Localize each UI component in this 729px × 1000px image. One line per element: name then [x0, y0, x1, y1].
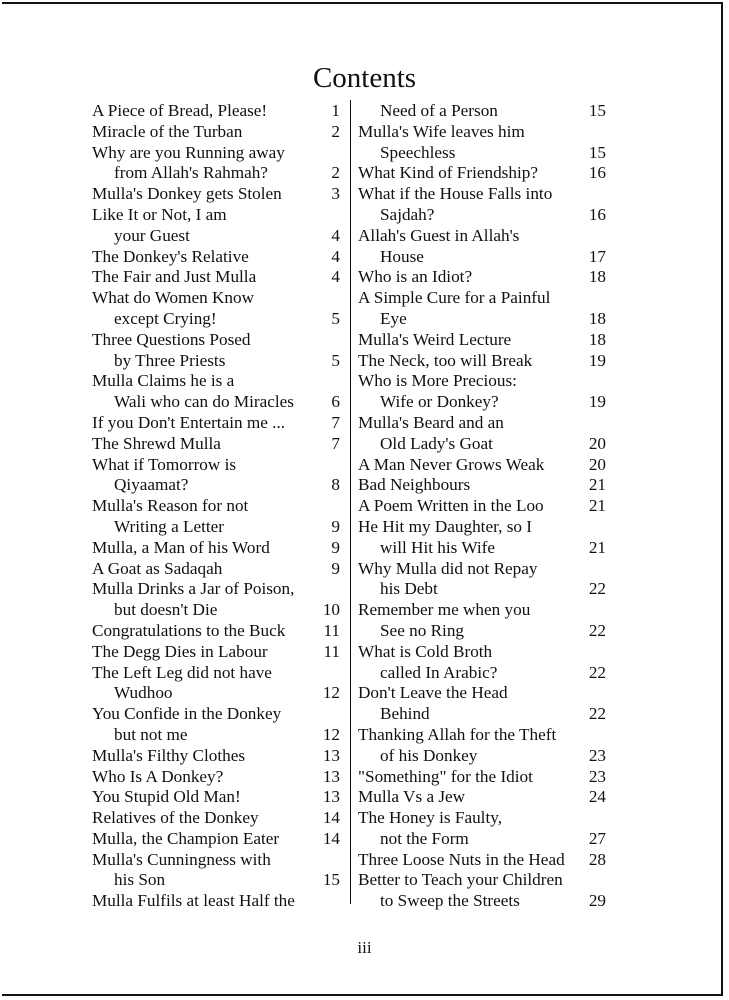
toc-entry [358, 101, 608, 122]
toc-entry [358, 787, 608, 808]
toc-entry-page: 13 [322, 745, 340, 765]
toc-entry-page: 20 [588, 433, 606, 453]
toc-entry-title: The Degg Dies in Labour [92, 641, 268, 661]
toc-entry [92, 538, 342, 559]
toc-entry-title: Why Mulla did not Repay [358, 558, 538, 578]
toc-entry-title: except Crying! [114, 308, 217, 328]
toc-entry [92, 122, 342, 143]
toc-entry-title: Mulla's Reason for not [92, 496, 249, 516]
toc-entry-page: 19 [588, 350, 606, 370]
toc-entry-title: not the Form [380, 828, 469, 848]
toc-entry [358, 663, 608, 684]
toc-entry-title: your Guest [114, 225, 190, 245]
toc-entry [92, 579, 342, 600]
toc-entry [92, 247, 342, 268]
toc-entry-title: What Kind of Friendship? [358, 163, 538, 183]
toc-entry [358, 579, 608, 600]
toc-entry-title: Miracle of the Turban [92, 121, 243, 141]
toc-entry [92, 475, 342, 496]
toc-entry-title: Mulla Vs a Jew [358, 787, 466, 807]
toc-entry-title: but doesn't Die [114, 600, 218, 620]
toc-entry [92, 143, 342, 164]
toc-entry-page: 5 [331, 308, 340, 328]
toc-entry-title: Don't Leave the Head [358, 683, 508, 703]
toc-right-column [358, 101, 608, 912]
toc-entry-title: from Allah's Rahmah? [114, 163, 268, 183]
toc-entry-page: 15 [322, 870, 340, 890]
toc-entry-title: Allah's Guest in Allah's [358, 225, 520, 245]
toc-entry-page: 9 [331, 537, 340, 557]
toc-entry-page: 17 [588, 246, 606, 266]
toc-entry [358, 725, 608, 746]
toc-entry [92, 413, 342, 434]
toc-entry-page: 7 [331, 412, 340, 432]
toc-entry [358, 600, 608, 621]
toc-entry [92, 288, 342, 309]
toc-entry-title: Mulla's Beard and an [358, 412, 504, 432]
toc-entry [358, 163, 608, 184]
toc-entry-page: 16 [588, 163, 606, 183]
toc-entry-title: The Shrewd Mulla [92, 433, 221, 453]
toc-entry-title: Need of a Person [380, 101, 498, 120]
toc-entry-title: Mulla's Wife leaves him [358, 121, 525, 141]
toc-entry [92, 891, 342, 912]
toc-entry-title: The Fair and Just Mulla [92, 267, 257, 287]
toc-entry-title: You Stupid Old Man! [92, 787, 241, 807]
toc-entry-title: Mulla Drinks a Jar of Poison, [92, 579, 295, 599]
toc-entry [92, 226, 342, 247]
toc-entry-title: The Left Leg did not have [92, 662, 272, 682]
toc-entry-title: Who is an Idiot? [358, 267, 473, 287]
toc-entry-title: The Neck, too will Break [358, 350, 533, 370]
toc-entry-page: 18 [588, 267, 606, 287]
toc-entry [358, 496, 608, 517]
toc-entry [92, 371, 342, 392]
toc-entry-page: 8 [331, 475, 340, 495]
toc-entry [358, 413, 608, 434]
toc-entry [358, 808, 608, 829]
toc-entry [358, 891, 608, 912]
toc-entry [358, 267, 608, 288]
toc-entry [92, 850, 342, 871]
toc-entry-title: "Something" for the Idiot [358, 766, 533, 786]
toc-entry-page: 20 [588, 454, 606, 474]
toc-entry-page: 18 [588, 329, 606, 349]
toc-entry [92, 184, 342, 205]
toc-entry-page: 22 [588, 620, 606, 640]
toc-entry-title: Who is More Precious: [358, 371, 517, 391]
toc-entry [92, 642, 342, 663]
column-divider [350, 100, 351, 904]
toc-entry-title: What do Women Know [92, 288, 255, 308]
toc-entry-title: Old Lady's Goat [380, 433, 493, 453]
toc-entry [92, 101, 342, 122]
toc-entry-title: Mulla's Weird Lecture [358, 329, 512, 349]
toc-entry-page: 7 [331, 433, 340, 453]
toc-entry-page: 6 [331, 392, 340, 412]
toc-entry [358, 559, 608, 580]
toc-entry [92, 205, 342, 226]
toc-entry-title: Congratulations to the Buck [92, 620, 286, 640]
toc-entry-page: 4 [331, 225, 340, 245]
toc-entry-title: to Sweep the Streets [380, 891, 520, 911]
toc-entry-title: called In Arabic? [380, 662, 498, 682]
toc-entry-title: Speechless [380, 142, 456, 162]
toc-entry-title: He Hit my Daughter, so I [358, 516, 533, 536]
toc-entry [92, 496, 342, 517]
toc-entry-title: Who Is A Donkey? [92, 766, 224, 786]
toc-entry-title: Thanking Allah for the Theft [358, 724, 557, 744]
toc-entry [92, 351, 342, 372]
toc-entry [358, 850, 608, 871]
toc-entry-title: Wudhoo [114, 683, 173, 703]
toc-entry-title: Sajdah? [380, 204, 435, 224]
toc-entry [92, 163, 342, 184]
toc-entry [92, 808, 342, 829]
toc-entry [92, 829, 342, 850]
toc-entry [358, 475, 608, 496]
toc-entry-title: The Honey is Faulty, [358, 808, 503, 828]
toc-entry [92, 455, 342, 476]
toc-entry [358, 746, 608, 767]
toc-entry-page: 14 [322, 828, 340, 848]
toc-entry-title: Mulla's Cunningness with [92, 849, 271, 869]
toc-entry-page: 22 [588, 662, 606, 682]
toc-entry-title: Qiyaamat? [114, 475, 189, 495]
toc-entry [358, 288, 608, 309]
toc-entry-page: 18 [588, 308, 606, 328]
toc-entry-page: 4 [331, 267, 340, 287]
toc-entry [358, 226, 608, 247]
toc-entry [358, 538, 608, 559]
toc-entry-page: 24 [588, 787, 606, 807]
toc-entry-title: Mulla's Donkey gets Stolen [92, 184, 282, 204]
toc-entry-page: 3 [331, 184, 340, 204]
toc-entry-title: A Man Never Grows Weak [358, 454, 545, 474]
toc-entry [358, 642, 608, 663]
toc-entry-page: 4 [331, 246, 340, 266]
toc-entry [358, 184, 608, 205]
toc-entry-title: Bad Neighbours [358, 475, 471, 495]
toc-entry-title: will Hit his Wife [380, 537, 495, 557]
toc-entry-title: Wali who can do Miracles [114, 392, 294, 412]
page-number: iii [357, 938, 372, 957]
toc-entry-title: Better to Teach your Children [358, 870, 563, 890]
toc-entry-page: 9 [331, 558, 340, 578]
toc-entry [358, 870, 608, 891]
toc-entry [92, 663, 342, 684]
toc-entry [358, 829, 608, 850]
toc-entry [92, 434, 342, 455]
toc-entry-title: his Debt [380, 579, 438, 599]
toc-entry [92, 725, 342, 746]
toc-entry-title: The Donkey's Relative [92, 246, 249, 266]
toc-entry-page: 28 [588, 849, 606, 869]
toc-entry-title: A Piece of Bread, Please! [92, 101, 268, 120]
toc-entry-page: 2 [331, 121, 340, 141]
toc-entry-page: 5 [331, 350, 340, 370]
toc-entry [92, 683, 342, 704]
toc-entry [358, 621, 608, 642]
toc-entry-title: A Poem Written in the Loo [358, 496, 544, 516]
toc-entry [358, 330, 608, 351]
toc-entry-page: 9 [331, 516, 340, 536]
toc-entry [92, 621, 342, 642]
toc-entry-page: 19 [588, 392, 606, 412]
toc-entry [92, 267, 342, 288]
toc-entry-title: Mulla's Filthy Clothes [92, 745, 246, 765]
page-title: Contents [312, 62, 417, 94]
toc-entry-page: 21 [588, 537, 606, 557]
toc-entry-page: 21 [588, 475, 606, 495]
toc-entry [358, 517, 608, 538]
toc-entry-page: 23 [588, 745, 606, 765]
toc-entry [92, 600, 342, 621]
toc-entry-page: 22 [588, 579, 606, 599]
toc-entry-page: 22 [588, 704, 606, 724]
toc-entry-title: Writing a Letter [114, 516, 225, 536]
toc-entry [358, 767, 608, 788]
toc-entry-title: his Son [114, 870, 166, 890]
toc-entry-page: 29 [588, 891, 606, 911]
toc-entry [358, 371, 608, 392]
toc-entry-title: What is Cold Broth [358, 641, 493, 661]
toc-entry-title: A Goat as Sadaqah [92, 558, 223, 578]
toc-entry [358, 351, 608, 372]
toc-entry [92, 330, 342, 351]
toc-entry-page: 10 [322, 600, 340, 620]
toc-entry-title: Three Questions Posed [92, 329, 251, 349]
toc-entry-title: Like It or Not, I am [92, 204, 227, 224]
toc-entry-title: but not me [114, 724, 188, 744]
toc-entry-title: Mulla Claims he is a [92, 371, 235, 391]
toc-entry-title: You Confide in the Donkey [92, 704, 282, 724]
toc-entry-title: Relatives of the Donkey [92, 808, 259, 828]
toc-entry [92, 746, 342, 767]
toc-entry [358, 205, 608, 226]
toc-entry-title: A Simple Cure for a Painful [358, 288, 551, 308]
toc-entry [92, 787, 342, 808]
toc-left-column [92, 101, 342, 912]
toc-entry-title: What if Tomorrow is [92, 454, 237, 474]
toc-entry [358, 683, 608, 704]
toc-entry [358, 309, 608, 330]
toc-entry-page: 27 [588, 828, 606, 848]
toc-entry-title: Mulla, the Champion Eater [92, 828, 280, 848]
toc-entry [358, 392, 608, 413]
toc-entry-title: If you Don't Entertain me ... [92, 412, 286, 432]
toc-entry-title: Wife or Donkey? [380, 392, 499, 412]
toc-entry-title: Mulla Fulfils at least Half the [92, 891, 295, 911]
toc-entry-page: 23 [588, 766, 606, 786]
toc-entry [358, 434, 608, 455]
toc-entry-title: Why are you Running away [92, 142, 285, 162]
toc-entry-page: 11 [323, 641, 340, 661]
toc-entry-page: 1 [331, 101, 340, 120]
toc-entry-title: Three Loose Nuts in the Head [358, 849, 565, 869]
toc-entry-title: Remember me when you [358, 600, 531, 620]
toc-entry [92, 704, 342, 725]
toc-entry-title: Eye [380, 308, 407, 328]
toc-entry [92, 767, 342, 788]
toc-entry-title: Behind [380, 704, 430, 724]
toc-entry [358, 122, 608, 143]
toc-entry-page: 21 [588, 496, 606, 516]
toc-entry-page: 12 [322, 724, 340, 744]
toc-entry-page: 2 [331, 163, 340, 183]
toc-entry [92, 559, 342, 580]
toc-entry [92, 870, 342, 891]
toc-entry-title: House [380, 246, 424, 266]
toc-entry-title: by Three Priests [114, 350, 226, 370]
toc-entry [358, 247, 608, 268]
toc-entry-page: 15 [588, 142, 606, 162]
toc-entry-title: Mulla, a Man of his Word [92, 537, 270, 557]
toc-entry [358, 455, 608, 476]
toc-entry [92, 309, 342, 330]
toc-entry [92, 392, 342, 413]
toc-entry-title: See no Ring [380, 620, 465, 640]
toc-entry-title: of his Donkey [380, 745, 478, 765]
toc-entry [358, 704, 608, 725]
toc-entry-page: 16 [588, 204, 606, 224]
toc-entry-page: 11 [323, 620, 340, 640]
toc-entry [92, 517, 342, 538]
toc-entry-page: 14 [322, 808, 340, 828]
toc-entry-title: What if the House Falls into [358, 184, 553, 204]
toc-entry-page: 12 [322, 683, 340, 703]
toc-entry-page: 15 [588, 101, 606, 120]
toc-entry-page: 13 [322, 766, 340, 786]
toc-entry-page: 13 [322, 787, 340, 807]
toc-entry [358, 143, 608, 164]
